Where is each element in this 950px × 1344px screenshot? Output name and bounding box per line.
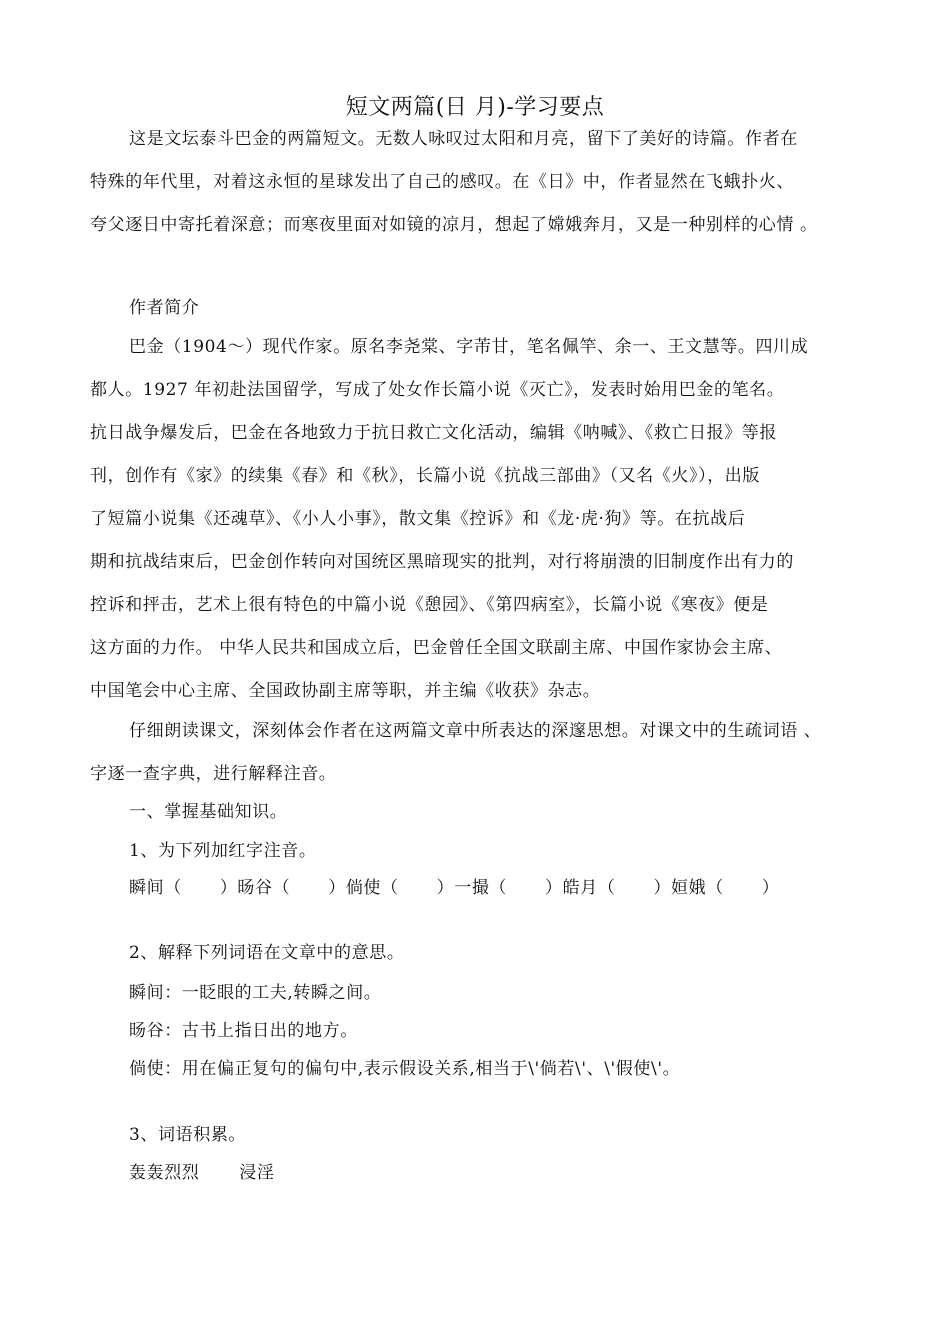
intro-line-1: 这是文坛泰斗巴金的两篇短文。无数人咏叹过太阳和月亮，留下了美好的诗篇。作者在	[129, 129, 798, 149]
intro-line-3: 夸父逐日中寄托着深意；而寒夜里面对如镜的凉月，想起了嫦娥奔月，又是一种别样的心情 。	[90, 215, 818, 235]
author-heading: 作者简介	[129, 298, 200, 318]
fill-item: ）姮娥（	[653, 878, 724, 898]
fill-item: ）皓月（	[545, 878, 616, 898]
intro-line-2: 特殊的年代里，对着这永恒的星球发出了自己的感叹。在《日》中，作者显然在飞蛾扑火、	[90, 172, 794, 192]
author-bio-line-2: 都人。1927 年初赴法国留学，写成了处女作长篇小说《灭亡》，发表时始用巴金的笔名。	[90, 380, 785, 400]
word-item: 轰轰烈烈	[129, 1163, 200, 1183]
fill-item: ）	[761, 878, 780, 898]
question-1: 1、为下列加红字注音。	[129, 841, 317, 861]
fill-item: ）倘使（	[328, 878, 399, 898]
fill-item: ）旸谷（	[219, 878, 291, 898]
fill-item: 瞬间（	[129, 878, 182, 898]
section-heading-basics: 一、掌握基础知识。	[129, 802, 288, 822]
author-bio-line-5: 了短篇小说集《还魂草》、《小人小事》，散文集《控诉》和《龙·虎·狗》等。在抗战后	[90, 509, 746, 529]
author-bio-line-6: 期和抗战结束后，巴金创作转向对国统区黑暗现实的批判，对行将崩溃的旧制度作出有力的	[90, 552, 794, 572]
definition-1: 瞬间：一眨眼的工夫,转瞬之间。	[129, 983, 382, 1003]
author-bio-line-3: 抗日战争爆发后，巴金在各地致力于抗日救亡文化活动，编辑《呐喊》、《救亡日报》等报	[90, 423, 777, 443]
definition-2: 旸谷：古书上指日出的地方。	[129, 1021, 358, 1041]
word-list	[129, 1161, 275, 1185]
page-title: 短文两篇(日 月)-学习要点	[345, 95, 605, 120]
question-3: 3、词语积累。	[129, 1125, 247, 1145]
word-item: 浸淫	[239, 1163, 275, 1183]
definition-3: 倘使：用在偏正复句的偏句中,表示假设关系,相当于\'倘若\'、\'假使\'。	[129, 1059, 681, 1079]
author-bio-line-8: 这方面的力作。 中华人民共和国成立后，巴金曾任全国文联副主席、中国作家协会主席、	[90, 638, 783, 658]
author-bio-line-9: 中国笔会中心主席、全国政协副主席等职，并主编《收获》杂志。	[90, 681, 601, 701]
author-bio-line-1: 巴金（1904～）现代作家。原名李尧棠、字芾甘，笔名佩竿、余一、王文慧等。四川成	[129, 337, 809, 357]
author-bio-line-7: 控诉和抨击，艺术上很有特色的中篇小说《憩园》、《第四病室》，长篇小说《寒夜》便是	[90, 595, 769, 615]
pinyin-fill-row	[129, 876, 779, 900]
reading-line-2: 字逐一查字典，进行解释注音。	[90, 764, 337, 784]
reading-line-1: 仔细朗读课文，深刻体会作者在这两篇文章中所表达的深邃思想。对课文中的生疏词语 、	[129, 721, 822, 741]
question-2: 2、解释下列词语在文章中的意思。	[129, 943, 405, 963]
fill-item: ）一撮（	[436, 878, 508, 898]
author-bio-line-4: 刊，创作有《家》的续集《春》和《秋》，长篇小说《抗战三部曲》（又名《火》），出版	[90, 466, 760, 486]
